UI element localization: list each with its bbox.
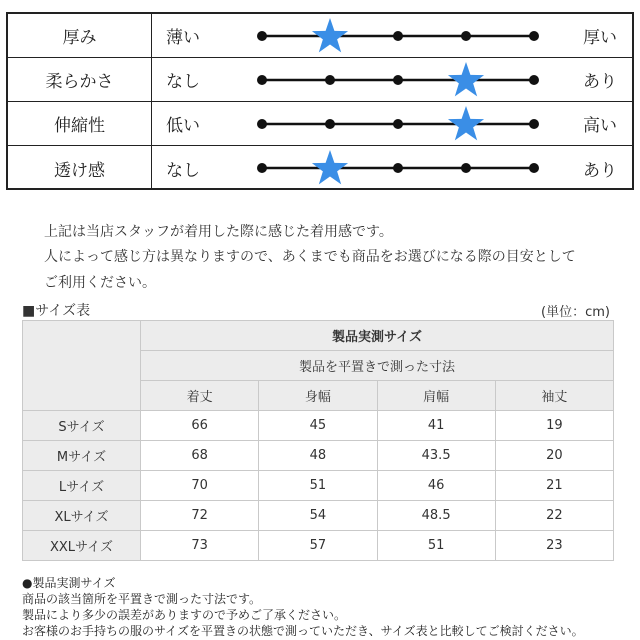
fit-feeling-table: [6, 12, 634, 190]
footnote-line: 商品の該当箇所を平置きで測った寸法です。: [22, 592, 262, 606]
table-corner: [23, 321, 141, 411]
scale-dot: [257, 119, 267, 129]
feeling-high-label: 高い: [583, 116, 617, 136]
table-cell: 21: [495, 471, 613, 501]
table-cell: 46: [377, 471, 495, 501]
scale-dot: [257, 163, 267, 173]
table-row: [23, 441, 614, 471]
table-cell: 43.5: [377, 441, 495, 471]
footnote-line: お客様のお手持ちの服のサイズを平置きの状態で測っていただき、サイズ表と比較してご検討ください。: [22, 624, 584, 638]
scale-graphic: [244, 146, 544, 190]
size-label: Lサイズ: [23, 471, 141, 501]
size-label: Sサイズ: [23, 411, 141, 441]
size-table: [22, 320, 614, 561]
feeling-low-label: なし: [166, 72, 200, 92]
table-cell: 19: [495, 411, 613, 441]
table-cell: 57: [259, 531, 377, 561]
note-line: 人によって感じ方は異なりますので、あくまでも商品をお選びになる際の目安として: [44, 249, 576, 265]
table-cell: 68: [141, 441, 259, 471]
table-cell: 41: [377, 411, 495, 441]
scale-dot: [325, 119, 335, 129]
scale-graphic: [244, 102, 544, 146]
star-icon: [312, 18, 348, 52]
table-row: [23, 471, 614, 501]
scale-dot: [325, 75, 335, 85]
size-label: XXLサイズ: [23, 531, 141, 561]
scale-dot: [393, 75, 403, 85]
scale-dot: [529, 119, 539, 129]
star-icon: [448, 62, 484, 96]
scale-dot: [393, 163, 403, 173]
column-header: 着丈: [141, 381, 259, 411]
scale-dot: [393, 119, 403, 129]
scale-dot: [529, 75, 539, 85]
note-line: ご利用ください。: [44, 275, 156, 291]
note-line: 上記は当店スタッフが着用した際に感じた着用感です。: [44, 224, 393, 240]
feeling-scale: [244, 102, 544, 145]
table-cell: 54: [259, 501, 377, 531]
scale-dot: [257, 31, 267, 41]
feeling-high-label: あり: [583, 160, 617, 181]
star-icon: [448, 106, 484, 140]
scale-graphic: [244, 58, 544, 102]
column-header: 身幅: [259, 381, 377, 411]
feeling-attribute: 伸縮性: [8, 102, 152, 145]
feeling-high-label: 厚い: [583, 28, 617, 48]
feeling-attribute: 透け感: [8, 146, 152, 190]
scale-dot: [529, 31, 539, 41]
feeling-low-label: なし: [166, 160, 200, 181]
feeling-attribute: 柔らかさ: [8, 58, 152, 101]
table-group-title: 製品実測サイズ: [141, 321, 614, 351]
footnote-line: 製品により多少の誤差がありますので予めご了承ください。: [22, 608, 347, 622]
table-cell: 51: [259, 471, 377, 501]
table-cell: 22: [495, 501, 613, 531]
table-cell: 20: [495, 441, 613, 471]
table-cell: 51: [377, 531, 495, 561]
feeling-row-softness: [8, 58, 632, 102]
table-row: [23, 411, 614, 441]
size-label: XLサイズ: [23, 501, 141, 531]
table-row: [23, 531, 614, 561]
table-cell: 70: [141, 471, 259, 501]
scale-dot: [257, 75, 267, 85]
feeling-low-label: 低い: [166, 116, 200, 136]
column-header: 肩幅: [377, 381, 495, 411]
column-header: 袖丈: [495, 381, 613, 411]
feeling-row-stretch: [8, 102, 632, 146]
scale-dot: [393, 31, 403, 41]
table-cell: 73: [141, 531, 259, 561]
table-cell: 45: [259, 411, 377, 441]
size-table-caption: ■サイズ表: [22, 303, 91, 319]
size-label: Mサイズ: [23, 441, 141, 471]
table-cell: 48.5: [377, 501, 495, 531]
scale-dot: [461, 31, 471, 41]
table-cell: 48: [259, 441, 377, 471]
footnote-line: ●製品実測サイズ: [22, 576, 116, 590]
unit-caption: (単位：cm): [541, 305, 610, 320]
scale-dot: [529, 163, 539, 173]
scale-graphic: [244, 14, 544, 58]
feeling-scale: [244, 146, 544, 190]
feeling-row-thickness: [8, 14, 632, 58]
star-icon: [312, 150, 348, 184]
feeling-scale: [244, 58, 544, 101]
feeling-low-label: 薄い: [166, 28, 200, 48]
feeling-attribute: 厚み: [8, 14, 152, 57]
feeling-row-sheerness: [8, 146, 632, 190]
table-group-subtitle: 製品を平置きで測った寸法: [141, 351, 614, 381]
table-row: [23, 501, 614, 531]
scale-dot: [461, 163, 471, 173]
feeling-scale: [244, 14, 544, 57]
table-cell: 66: [141, 411, 259, 441]
table-cell: 23: [495, 531, 613, 561]
feeling-high-label: あり: [583, 72, 617, 92]
table-cell: 72: [141, 501, 259, 531]
